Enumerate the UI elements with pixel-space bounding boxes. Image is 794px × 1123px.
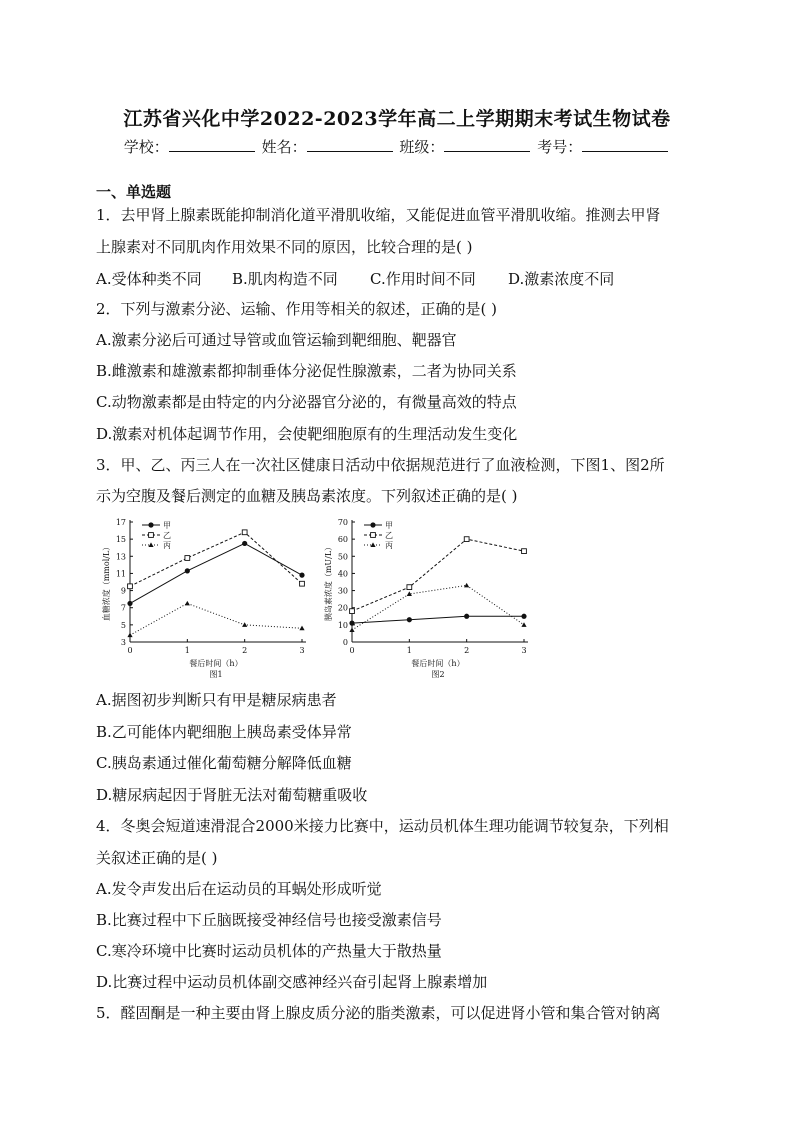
- x-tick-label: 1: [406, 646, 412, 655]
- y-tick-label: 70: [337, 518, 348, 527]
- data-point-甲: [127, 601, 132, 606]
- data-point-甲: [521, 614, 526, 619]
- student-info-row: [0, 136, 794, 157]
- school-blank[interactable]: [169, 137, 255, 152]
- q4-stem-line2: 关叙述正确的是( ): [96, 849, 218, 867]
- y-tick-label: 11: [115, 569, 126, 579]
- data-point-甲: [464, 614, 469, 619]
- chart-title: 图1: [209, 670, 223, 679]
- data-point-丙: [127, 633, 132, 638]
- y-tick-label: 40: [337, 569, 348, 579]
- y-tick-label: 17: [115, 518, 126, 527]
- class-blank[interactable]: [444, 137, 530, 152]
- q3-stem-line2: 示为空腹及餐后测定的血糖及胰岛素浓度。下列叙述正确的是( ): [96, 487, 518, 505]
- school-label: 学校：: [123, 138, 169, 156]
- data-point-乙: [185, 556, 190, 561]
- x-tick-label: 2: [242, 646, 248, 655]
- q1-stem-line1: 1．去甲肾上腺素既能抑制消化道平滑肌收缩，又能促进血管平滑肌收缩。推测去甲肾: [96, 206, 661, 224]
- y-tick-label: 5: [120, 620, 126, 630]
- legend-label: 乙: [163, 531, 171, 540]
- chart-1-svg: [100, 514, 315, 682]
- chart-title: 图2: [431, 670, 445, 679]
- series-line-丙: [130, 603, 302, 635]
- data-point-乙: [242, 530, 247, 535]
- y-tick-label: 15: [115, 535, 126, 545]
- name-blank[interactable]: [307, 137, 393, 152]
- q1-stem-line2: 上腺素对不同肌肉作用效果不同的原因，比较合理的是( ): [96, 238, 473, 256]
- page-title: 江苏省兴化中学2022-2023学年高二上学期期末考试生物试卷: [123, 108, 671, 130]
- legend-marker: [148, 542, 153, 547]
- q1-option-c[interactable]: C.作用时间不同: [370, 270, 476, 288]
- figure-1-blood-glucose-chart: [100, 514, 315, 686]
- q3-option-a[interactable]: A.据图初步判断只有甲是糖尿病患者: [96, 691, 337, 709]
- data-point-甲: [242, 541, 247, 546]
- x-tick-label: 0: [127, 646, 133, 655]
- y-tick-label: 13: [115, 552, 126, 562]
- figure-2-insulin-chart: [322, 514, 537, 686]
- q4-stem-line1: 4．冬奥会短道速滑混合2000米接力比赛中，运动员机体生理功能调节较复杂，下列相: [96, 817, 669, 835]
- y-tick-label: 10: [337, 620, 348, 630]
- series-line-乙: [352, 539, 524, 611]
- x-tick-label: 3: [299, 646, 305, 655]
- data-point-丙: [521, 622, 526, 627]
- legend-marker: [148, 522, 153, 527]
- q3-option-b[interactable]: B.乙可能体内靶细胞上胰岛素受体异常: [96, 723, 352, 741]
- y-axis-label: 血糖浓度（mmol/L）: [102, 542, 111, 622]
- q1-option-b[interactable]: B.肌肉构造不同: [232, 270, 338, 288]
- q5-stem-line1: 5．醛固酮是一种主要由肾上腺皮质分泌的脂类激素，可以促进肾小管和集合管对钠离: [96, 1004, 661, 1022]
- q3-option-d[interactable]: D.糖尿病起因于肾脏无法对葡萄糖重吸收: [96, 786, 368, 804]
- data-point-乙: [128, 584, 133, 589]
- section-heading: 一、单选题: [96, 183, 172, 201]
- legend-label: 丙: [385, 541, 393, 550]
- class-label: 班级：: [399, 138, 445, 156]
- legend-label: 丙: [163, 541, 171, 550]
- y-tick-label: 3: [120, 638, 126, 647]
- name-label: 姓名：: [261, 138, 307, 156]
- q2-stem: 2．下列与激素分泌、运输、作用等相关的叙述，正确的是( ): [96, 300, 498, 318]
- data-point-丙: [464, 583, 469, 588]
- x-tick-label: 2: [464, 646, 470, 655]
- exam-no-blank[interactable]: [582, 137, 668, 152]
- q1-option-d[interactable]: D.激素浓度不同: [508, 270, 615, 288]
- y-tick-label: 60: [337, 535, 348, 545]
- legend-marker: [149, 533, 154, 538]
- y-tick-label: 20: [337, 603, 348, 613]
- q4-option-d[interactable]: D.比赛过程中运动员机体副交感神经兴奋引起肾上腺素增加: [96, 973, 488, 991]
- legend-label: 甲: [385, 521, 393, 530]
- series-line-乙: [130, 532, 302, 586]
- data-point-甲: [299, 573, 304, 578]
- data-point-乙: [407, 585, 412, 590]
- data-point-乙: [522, 549, 527, 554]
- data-point-丙: [349, 627, 354, 632]
- legend-marker: [370, 522, 375, 527]
- x-tick-label: 0: [349, 646, 355, 655]
- y-tick-label: 7: [120, 603, 126, 613]
- x-tick-label: 3: [521, 646, 527, 655]
- q3-stem-line1: 3．甲、乙、丙三人在一次社区健康日活动中依据规范进行了血液检测，下图1、图2所: [96, 456, 665, 474]
- y-tick-label: 30: [337, 586, 348, 596]
- legend-label: 甲: [163, 521, 171, 530]
- data-point-乙: [464, 537, 469, 542]
- data-point-丙: [299, 626, 304, 631]
- chart-2-svg: [322, 514, 537, 682]
- data-point-乙: [350, 609, 355, 614]
- q2-option-b[interactable]: B.雌激素和雄激素都抑制垂体分泌促性腺激素，二者为协同关系: [96, 362, 517, 380]
- legend-marker: [370, 542, 375, 547]
- y-axis-label: 胰岛素浓度（mU/L）: [324, 542, 333, 622]
- q2-option-c[interactable]: C.动物激素都是由特定的内分泌器官分泌的，有微量高效的特点: [96, 393, 517, 411]
- q4-option-c[interactable]: C.寒冷环境中比赛时运动员机体的产热量大于散热量: [96, 942, 442, 960]
- data-point-乙: [300, 581, 305, 586]
- x-axis-label: 餐后时间（h）: [411, 659, 465, 668]
- data-point-丙: [185, 601, 190, 606]
- series-line-甲: [352, 616, 524, 623]
- y-tick-label: 50: [337, 552, 348, 562]
- q4-option-b[interactable]: B.比赛过程中下丘脑既接受神经信号也接受激素信号: [96, 911, 442, 929]
- data-point-甲: [407, 617, 412, 622]
- y-tick-label: 9: [120, 586, 126, 596]
- y-tick-label: 0: [342, 638, 348, 647]
- q1-options: [96, 268, 614, 289]
- q2-option-a[interactable]: A.激素分泌后可通过导管或血管运输到靶细胞、靶器官: [96, 331, 457, 349]
- legend-marker: [371, 533, 376, 538]
- legend-label: 乙: [385, 531, 393, 540]
- exam-no-label: 考号：: [537, 138, 583, 156]
- q4-option-a[interactable]: A.发令声发出后在运动员的耳蜗处形成听觉: [96, 880, 382, 898]
- data-point-丙: [242, 622, 247, 627]
- series-line-丙: [352, 585, 524, 630]
- q1-option-a[interactable]: A.受体种类不同: [96, 270, 202, 288]
- q2-option-d[interactable]: D.激素对机体起调节作用，会使靶细胞原有的生理活动发生变化: [96, 425, 518, 443]
- data-point-甲: [185, 568, 190, 573]
- q3-option-c[interactable]: C.胰岛素通过催化葡萄糖分解降低血糖: [96, 754, 352, 772]
- data-point-甲: [349, 621, 354, 626]
- x-tick-label: 1: [184, 646, 190, 655]
- x-axis-label: 餐后时间（h）: [189, 659, 243, 668]
- series-line-甲: [130, 543, 302, 603]
